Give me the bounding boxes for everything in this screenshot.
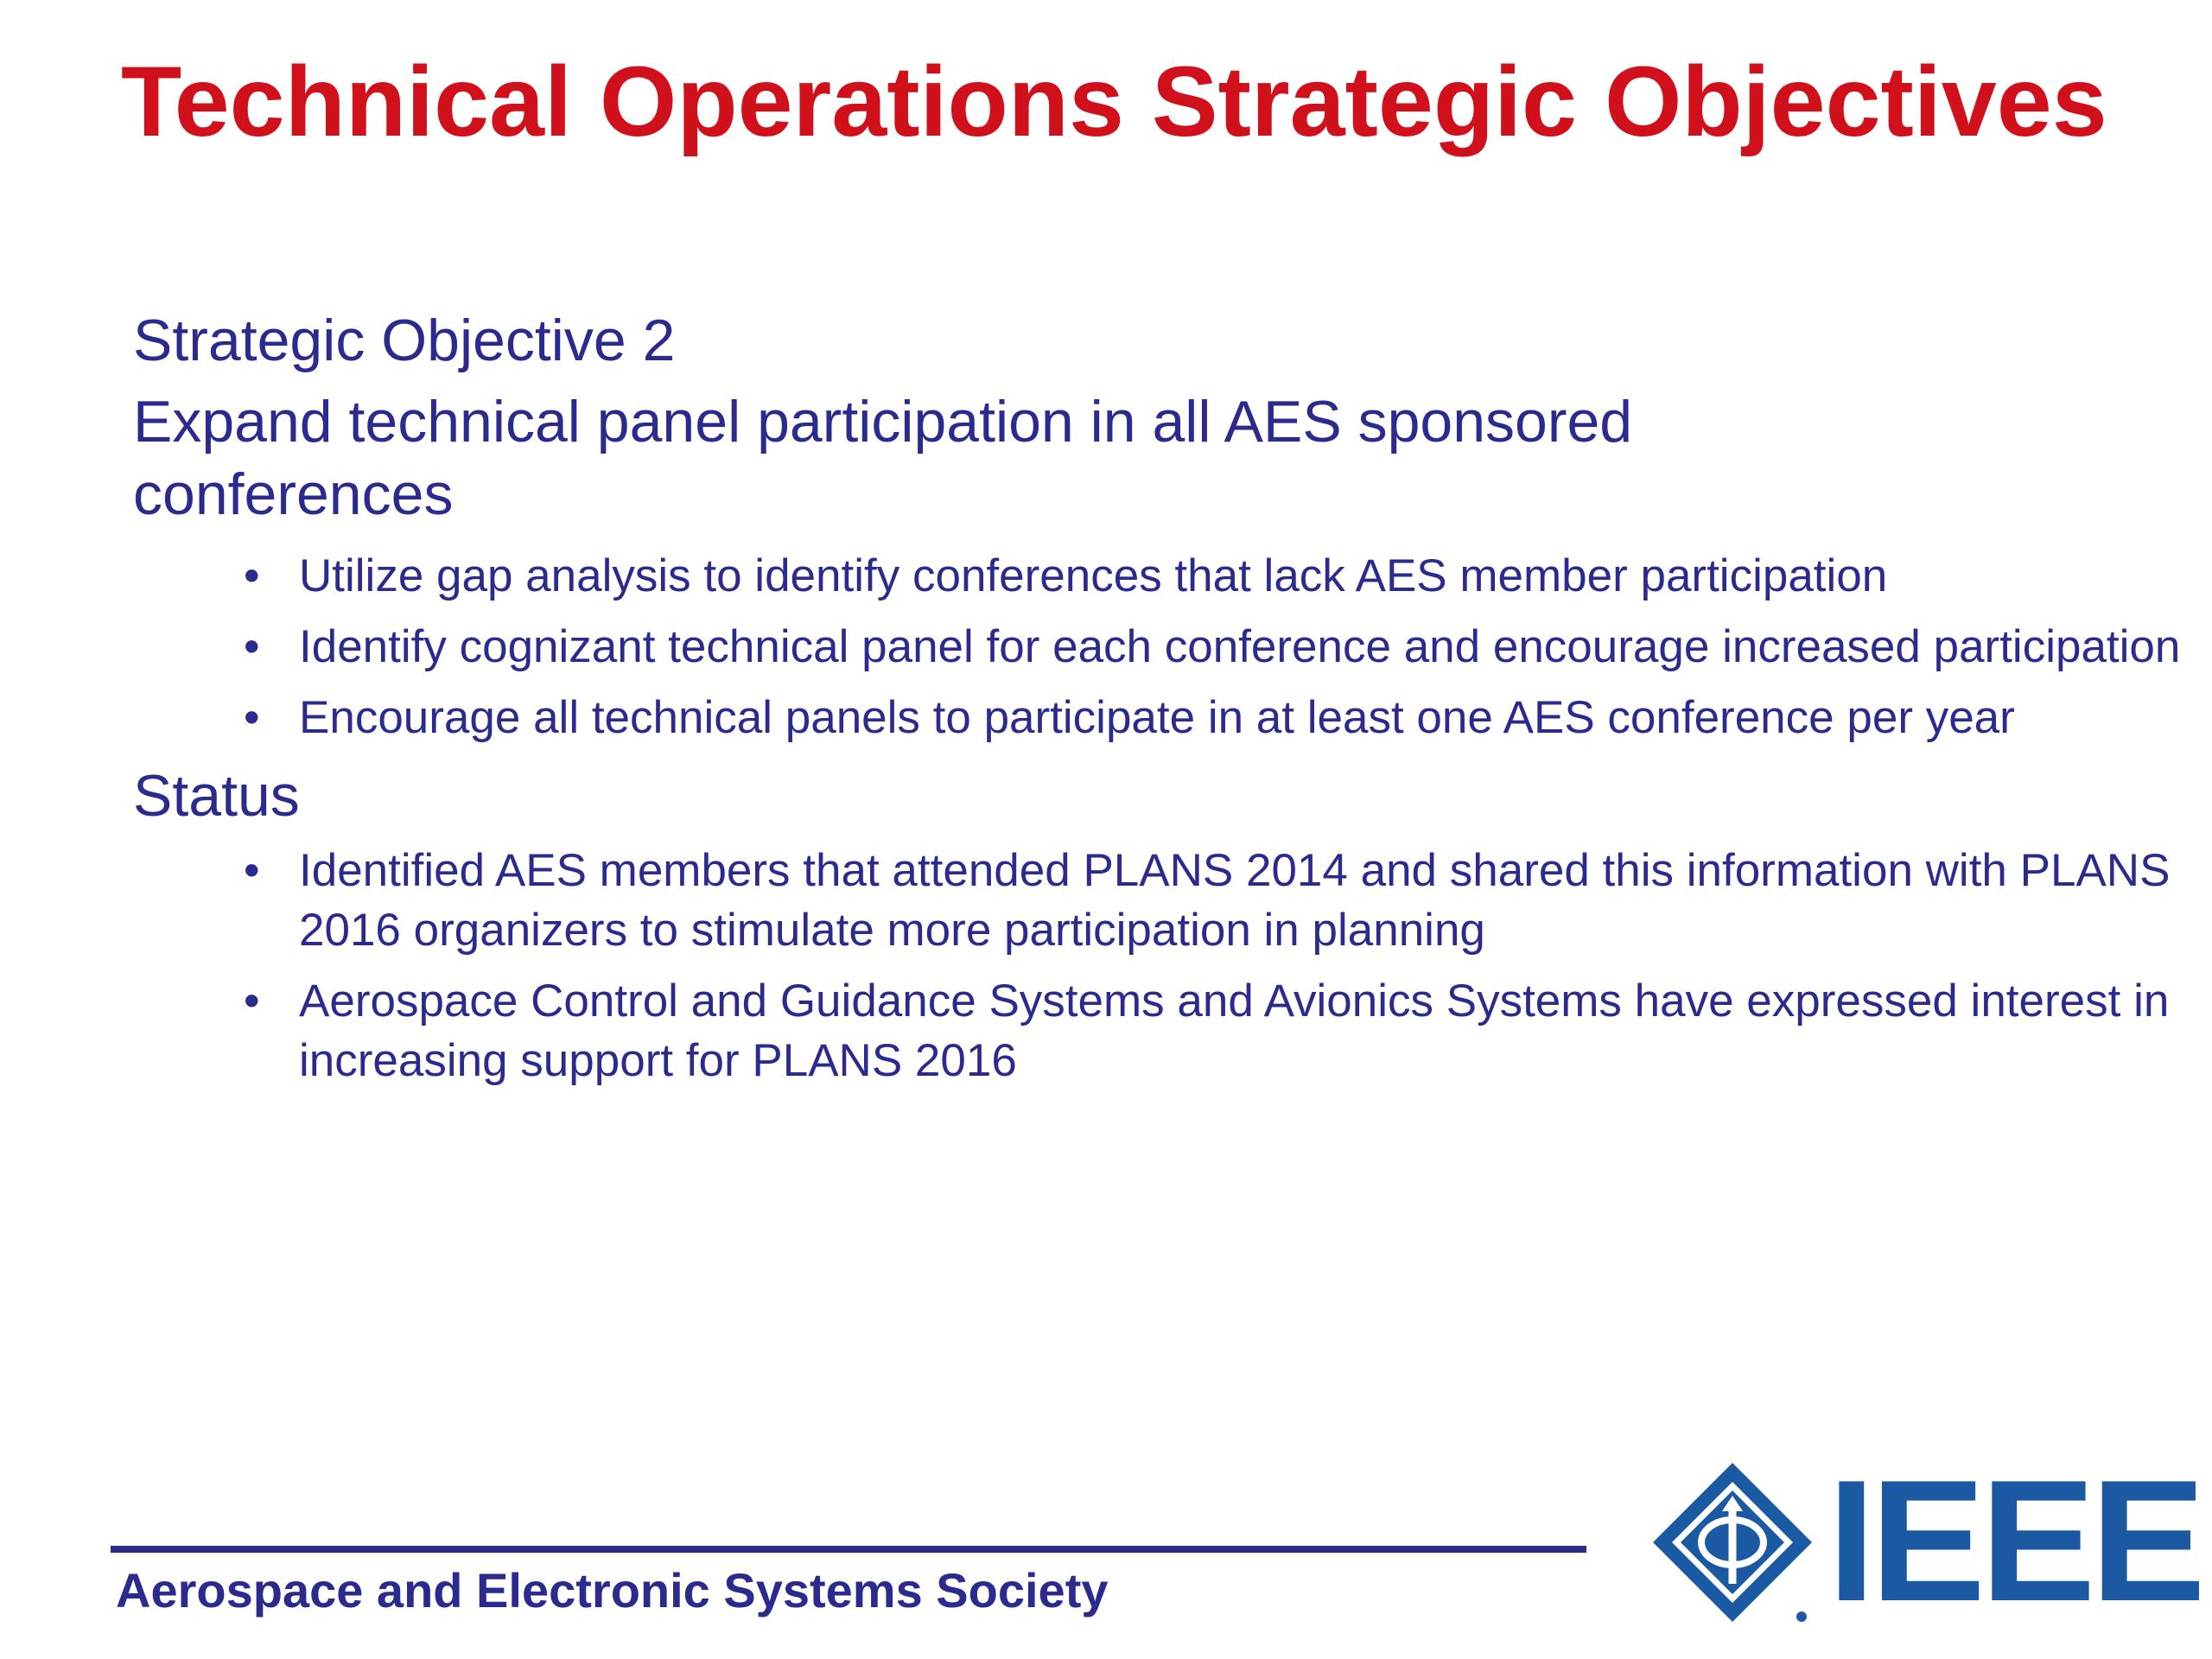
ieee-diamond-logo-icon xyxy=(1646,1456,1819,1629)
list-item xyxy=(133,688,2188,747)
list-item xyxy=(133,617,2188,677)
list-item xyxy=(133,841,2188,960)
bullet-text: Aerospace Control and Guidance Systems and Avionics Systems have expressed interest in increasing support for PLANS 2016 xyxy=(299,976,2170,1086)
bullet-icon: • xyxy=(244,976,260,1027)
list-item xyxy=(133,971,2188,1090)
bullet-text: Encourage all technical panels to participate in at least one AES conference per year xyxy=(299,692,2015,743)
bullet-icon: • xyxy=(244,845,260,896)
bullet-icon: • xyxy=(244,692,260,743)
bullet-icon: • xyxy=(244,550,260,601)
slide-title: Technical Operations Strategic Objectives xyxy=(121,47,2107,157)
objective-statement: Expand technical panel participation in all AES sponsored conferences xyxy=(133,389,1633,527)
bullet-text: Utilize gap analysis to identify conferences that lack AES member participation xyxy=(299,550,1888,601)
bullet-text: Identify cognizant technical panel for each conference and encourage increased participation xyxy=(299,621,2181,672)
status-label: Status xyxy=(133,763,300,829)
slide-body xyxy=(133,304,2181,1103)
ieee-logo xyxy=(1646,1445,2201,1637)
footer-society-name: Aerospace and Electronic Systems Society xyxy=(116,1563,1109,1618)
objective-bullet-list xyxy=(133,546,2181,747)
footer-divider xyxy=(111,1546,1586,1553)
objective-label: Strategic Objective 2 xyxy=(133,308,676,373)
list-item xyxy=(133,546,2188,606)
status-bullet-list xyxy=(133,841,2171,1090)
bullet-icon: • xyxy=(244,621,260,672)
bullet-text: Identified AES members that attended PLANS 2014 and shared this information with PLANS 2016 organizers to stimulate more participation in planning xyxy=(299,845,2171,956)
ieee-logo-wordmark: IEEE xyxy=(1827,1445,2201,1637)
